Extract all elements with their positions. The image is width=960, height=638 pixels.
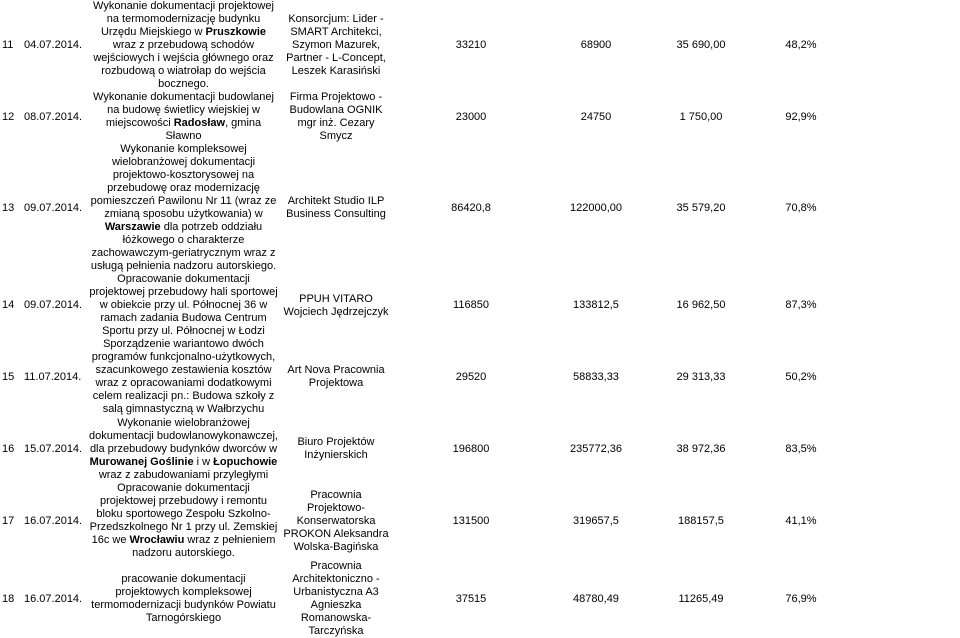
- row-percent: 70,8%: [785, 201, 817, 214]
- row-date: 04.07.2014.: [24, 39, 83, 51]
- row-number: 11: [2, 39, 14, 51]
- row-spacer: [841, 91, 960, 143]
- row-date: 16.07.2014.: [24, 592, 83, 605]
- description-place-bold: Radosław: [173, 117, 226, 129]
- table-row: [0, 143, 960, 273]
- row-value-1: 131500: [452, 514, 490, 527]
- row-number: 13: [2, 201, 15, 214]
- row-value-3: 35 579,20: [676, 201, 726, 214]
- row-value-2: 235772,36: [570, 442, 622, 455]
- row-value-2: 122000,00: [570, 201, 622, 214]
- row-percent: 50,2%: [785, 370, 817, 383]
- row-value-3: 188157,5: [678, 514, 724, 527]
- row-contractor: Architekt Studio ILP Business Consulting: [286, 195, 386, 220]
- row-description: [86, 91, 281, 143]
- description-text: Opracowanie dokumentacji projektowej przebudowy i remontu bloku sportowego Zespołu Szkolno-Przedszkolnego Nr 1 przy ul. Zemskiej 16c we: [89, 482, 278, 546]
- description-place-bold: Wrocławiu: [129, 534, 185, 546]
- row-contractor: Konsorcjum: Lider - SMART Architekci, Szymon Mazurek, Partner - L-Concept, Leszek Karasiński: [286, 13, 386, 77]
- description-text: pracowanie dokumentacji projektowych kompleksowej termomodernizacji budynków Powiatu Tarnogórskiego: [91, 573, 276, 624]
- row-contractor: Pracownia Architektoniczno - Urbanistyczna A3 Agnieszka Romanowska-Tarczyńska: [292, 560, 380, 637]
- row-value-2: 24750: [580, 110, 612, 123]
- row-number: 17: [2, 514, 15, 527]
- row-number: 15: [2, 370, 15, 383]
- row-value-1: 23000: [455, 110, 487, 123]
- description-text: Wykonanie kompleksowej wielobranżowej dokumentacji projektowo-kosztorysowej na przebudowę oraz modernizację pomieszczeń Pawilonu Nr 11 (wraz ze zmianą sposobu użytkowania) w: [90, 143, 277, 220]
- row-percent: 41,1%: [785, 514, 817, 527]
- row-spacer: [841, 416, 960, 482]
- row-description: [86, 273, 281, 338]
- row-date: 09.07.2014.: [24, 201, 83, 214]
- description-text: Wykonanie dokumentacji projektowej na termomodernizację budynku Urzędu Miejskiego w: [93, 0, 274, 38]
- description-place-bold: Pruszkowie: [205, 26, 267, 38]
- row-contractor: PPUH VITARO Wojciech Jędrzejczyk: [283, 292, 389, 318]
- row-number: 14: [2, 299, 15, 311]
- row-description: [86, 143, 281, 273]
- row-value-2: 48780,49: [573, 592, 619, 605]
- row-percent: 76,9%: [785, 592, 817, 605]
- table-row: [0, 273, 960, 338]
- row-contractor: Firma Projektowo - Budowlana OGNIK mgr inż. Cezary Smycz: [289, 91, 383, 142]
- description-place-bold: Murowanej Goślinie: [89, 455, 194, 468]
- description-place-bold: Łopuchowie: [213, 455, 278, 468]
- row-contractor: Pracownia Projektowo-Konserwatorska PROKON Aleksandra Wolska-Bagińska: [283, 488, 389, 553]
- row-description: [86, 482, 281, 560]
- row-value-1: 29520: [455, 370, 487, 383]
- row-date: 09.07.2014.: [24, 299, 83, 311]
- row-value-3: 29 313,33: [676, 370, 726, 383]
- description-text: wraz z pełnieniem nadzoru autorskiego.: [132, 534, 276, 559]
- row-value-1: 86420,8: [451, 201, 491, 214]
- description-text: Wykonanie dokumentacji budowlanej na budowę świetlicy wiejskiej w miejscowości: [93, 91, 274, 129]
- row-value-3: 16 962,50: [676, 299, 726, 311]
- row-spacer: [841, 338, 960, 416]
- row-spacer: [841, 0, 960, 91]
- row-description: [86, 0, 281, 91]
- row-contractor: Art Nova Pracownia Projektowa: [287, 364, 385, 389]
- row-value-3: 11265,49: [678, 592, 724, 605]
- row-value-1: 116850: [453, 299, 489, 311]
- table-row: [0, 482, 960, 560]
- description-text: i w: [193, 455, 214, 468]
- row-value-3: 35 690,00: [676, 39, 726, 51]
- description-text: Wykonanie wielobranżowej dokumentacji budowlanowykonawczej, dla przebudowy budynków dworców w: [89, 416, 278, 455]
- row-value-3: 1 750,00: [679, 110, 723, 123]
- table-row: [0, 560, 960, 638]
- row-value-1: 196800: [452, 442, 490, 455]
- row-value-1: 33210: [455, 39, 487, 51]
- row-value-1: 37515: [455, 592, 487, 605]
- row-spacer: [841, 143, 960, 273]
- row-number: 12: [2, 110, 15, 123]
- table-row: [0, 0, 960, 91]
- row-date: 11.07.2014.: [24, 370, 82, 383]
- row-number: 16: [2, 442, 15, 455]
- row-date: 08.07.2014.: [24, 110, 83, 123]
- table-row: [0, 416, 960, 482]
- row-date: 16.07.2014.: [24, 514, 83, 527]
- row-percent: 92,9%: [785, 110, 817, 123]
- row-value-2: 319657,5: [573, 514, 619, 527]
- row-description: [86, 338, 281, 416]
- row-description: [86, 560, 281, 638]
- row-description: [86, 416, 281, 482]
- table-row: [0, 338, 960, 416]
- description-text: Opracowanie dokumentacji projektowej przebudowy hali sportowej w obiekcie przy ul. Północnej 36 w ramach zadania Budowa Centrum Sportu przy ul. Północnej w Łodzi: [89, 273, 278, 337]
- description-text: wraz z zabudowaniami przyległymi: [98, 468, 269, 481]
- table-row: [0, 91, 960, 143]
- row-value-2: 133812,5: [573, 299, 619, 311]
- description-text: Sporządzenie wariantowo dwóch programów funkcjonalno-użytkowych, szacunkowego zestawienia kosztów wraz z opracowaniami dodatkowymi celem realizacji pn.: Budowa szkoły z salą gimnastyczną w Wałbrzychu: [91, 338, 276, 415]
- row-contractor: Biuro Projektów Inżynierskich: [297, 436, 375, 461]
- description-place-bold: Warszawie: [104, 221, 161, 233]
- description-text: wraz z przebudową schodów wejściowych i wejścia głównego oraz rozbudową o wiatrołap do wejścia bocznego.: [93, 39, 274, 90]
- description-text: , gmina Sławno: [165, 117, 262, 142]
- row-percent: 83,5%: [785, 442, 817, 455]
- row-spacer: [841, 273, 960, 338]
- row-value-3: 38 972,36: [676, 442, 726, 455]
- row-number: 18: [2, 592, 15, 605]
- row-spacer: [841, 482, 960, 560]
- row-percent: 87,3%: [785, 299, 817, 311]
- row-percent: 48,2%: [785, 39, 817, 51]
- row-value-2: 58833,33: [573, 370, 619, 383]
- description-text: dla potrzeb oddziału łóżkowego o charakterze zachowawczym-geriatrycznym wraz z usługą pełnienia nadzoru autorskiego.: [90, 221, 277, 272]
- row-date: 15.07.2014.: [24, 442, 83, 455]
- row-value-2: 68900: [580, 39, 612, 51]
- row-spacer: [841, 560, 960, 638]
